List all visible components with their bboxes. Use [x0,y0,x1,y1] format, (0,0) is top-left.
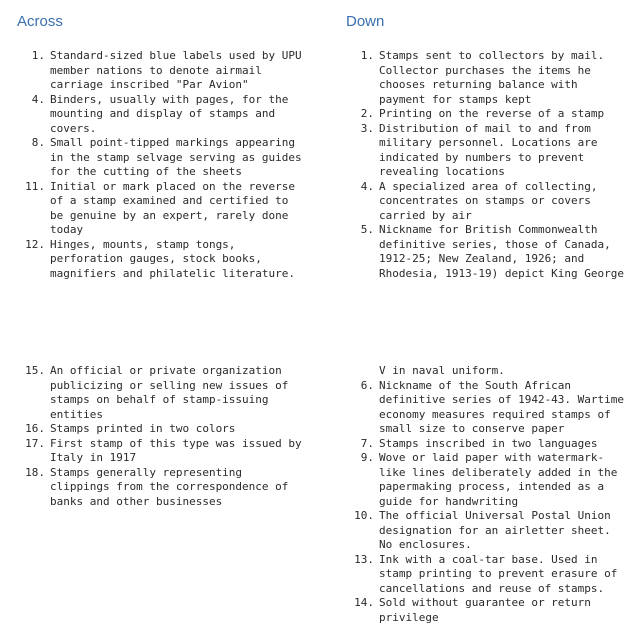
clue-number: 5. [360,223,374,236]
clue-text: First stamp of this type was issued by Italy in 1917 [50,436,302,464]
down-clues-top [346,49,626,281]
clue-text: Hinges, mounts, stamp tongs, perforation gauges, stock books, magnifiers and philatelic literature. [50,237,296,280]
clue-text: Nickname of the South African definitive series of 1942-43. Wartime economy measures required stamps of small size to conserve paper [379,378,625,435]
clue-item [17,422,302,437]
clue-item [346,553,626,597]
clue-number: 8. [31,136,45,149]
clue-number: 9. [360,451,374,464]
clue-number: 2. [360,107,374,120]
clue-text: Stamps generally representing clippings from the correspondence of banks and other businesses [50,465,289,508]
clue-item [346,596,626,625]
down-clues-bottom [346,364,626,625]
clue-item [17,93,302,137]
clue-number: 7. [360,436,374,450]
clue-item [346,379,626,437]
clue-text: The official Universal Postal Union designation for an airletter sheet. No enclosures. [379,509,611,551]
clue-item [17,238,302,282]
clue-text: Ink with a coal-tar base. Used in stamp printing to prevent erasure of cancellations and reuse of stamps. [379,552,618,595]
clue-text: Stamps inscribed in two languages [379,436,598,450]
clue-number: 4. [360,179,374,193]
clue-text: V in naval uniform. [379,364,505,377]
clue-text: Nickname for British Commonwealth definitive series, those of Canada, 1912-25; New Zealand, 1926; and Rhodesia, 1913-19) depict King George [379,223,625,280]
clue-number: 15. [25,364,45,377]
clue-number: 17. [25,436,45,450]
down-clue-5-continuation [346,364,626,379]
clue-item [346,437,626,452]
clue-number: 4. [31,92,45,106]
clue-item [17,180,302,238]
clue-text: Small point-tipped markings appearing in the stamp selvage serving as guides for the cutting of the sheets [50,136,302,178]
clue-item [17,437,302,466]
clue-number: 12. [25,237,45,251]
clue-text: Sold without guarantee or return privilege [379,596,591,624]
clue-item [17,49,302,93]
clue-text: Printing on the reverse of a stamp [379,107,605,120]
clue-number: 16. [25,422,45,435]
clue-item [346,107,626,122]
clue-item [346,180,626,224]
clue-number: 1. [360,49,374,62]
clue-number: 1. [31,49,45,62]
clue-item [346,223,626,281]
clue-item [17,136,302,180]
clue-text: Stamps sent to collectors by mail. Collector purchases the items he chooses returning balance with payment for stamps kept [379,49,605,106]
clue-number: 18. [25,465,45,479]
clue-number: 3. [360,121,374,135]
clue-text: Wove or laid paper with watermark-like lines deliberately added in the papermaking process, intended as a guide for handwriting [379,451,618,508]
clue-text: Binders, usually with pages, for the mounting and display of stamps and covers. [50,92,289,135]
across-heading: Across [17,13,63,30]
across-clues-bottom [17,364,302,509]
clue-text: An official or private organization publicizing or selling new issues of stamps on behalf of stamp-issuing entities [50,364,289,421]
down-heading: Down [346,13,385,30]
clue-number: 6. [360,378,374,392]
clue-text: Stamps printed in two colors [50,422,236,435]
clue-item [346,122,626,180]
clue-text: A specialized area of collecting, concentrates on stamps or covers carried by air [379,179,598,222]
across-clues-top [17,49,302,281]
clue-item [17,466,302,510]
clue-text: Initial or mark placed on the reverse of a stamp examined and certified to be genuine by an expert, rarely done today [50,179,296,236]
clue-text: Standard-sized blue labels used by UPU member nations to denote airmail carriage inscribed "Par Avion" [50,49,302,91]
clue-item [17,364,302,422]
clue-number: 13. [354,552,374,566]
clue-number: 14. [354,596,374,609]
clue-item [346,509,626,553]
clue-item [346,49,626,107]
clue-item [346,451,626,509]
clue-text: Distribution of mail to and from military personnel. Locations are indicated by numbers to prevent revealing locations [379,121,598,178]
clue-number: 10. [354,509,374,522]
clue-number: 11. [25,179,45,193]
